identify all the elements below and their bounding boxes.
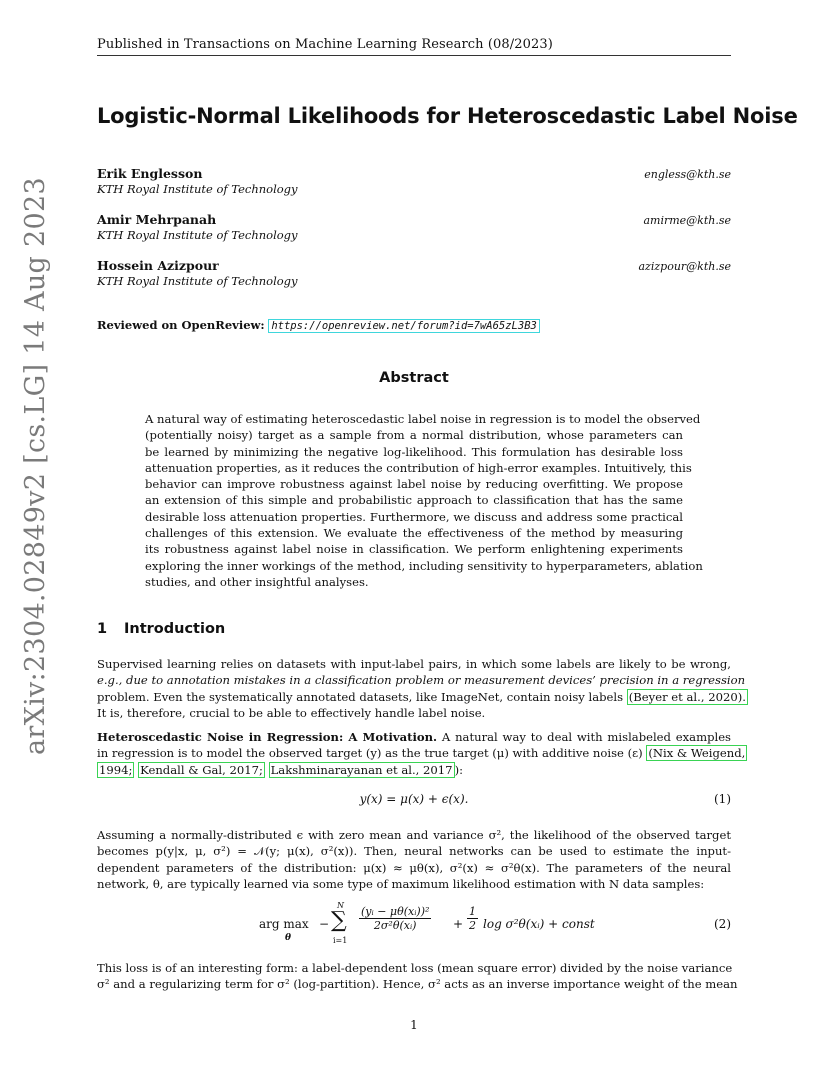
author-email: engless@kth.se: [644, 168, 731, 181]
plus-sign: +: [453, 917, 464, 931]
body-line: [97, 729, 731, 745]
intro-paragraph-2: [97, 729, 746, 778]
equation-2: [97, 903, 731, 947]
author-email: amirme@kth.se: [643, 214, 731, 227]
body-text: ):: [454, 762, 463, 777]
equation-tail: log σ²θ(xᵢ) + const: [483, 917, 595, 931]
author-name: Amir Mehrpanah: [97, 212, 217, 227]
body-line: network, θ, are typically learned via some type of maximum likelihood estimation with N data samples:: [97, 877, 705, 892]
paper-title: Logistic-Normal Likelihoods for Heteroscedastic Label Noise: [97, 104, 798, 128]
abstract-line: exploring the inner workings of the method, including sensitivity to hyperparameters, ablation: [145, 558, 703, 573]
body-line: [97, 762, 731, 778]
fraction-2: [467, 905, 478, 932]
header-rule: [97, 55, 731, 56]
fraction-denominator: 2: [469, 919, 476, 932]
equation-number: (2): [714, 917, 731, 931]
running-header: Published in Transactions on Machine Learning Research (08/2023): [97, 37, 553, 52]
fraction-denominator: 2σ²θ(xᵢ): [373, 919, 417, 932]
intro-paragraph-3: [97, 827, 731, 893]
abstract-text: [145, 411, 703, 590]
citation-link[interactable]: (Beyer et al., 2020).: [628, 689, 746, 704]
citation-link[interactable]: Lakshminarayanan et al., 2017: [270, 762, 453, 777]
author-affiliation: KTH Royal Institute of Technology: [97, 228, 298, 242]
body-line: [97, 672, 746, 688]
author-block-1: [97, 166, 731, 196]
body-line: This loss is of an interesting form: a label-dependent loss (mean square error) divided by the noise variance: [97, 961, 733, 975]
abstract-line: behavior can improve robustness against label noise by reducing overfitting. We propose: [145, 477, 683, 492]
abstract-line: its robustness against label noise in classification. We perform enlightening experiments: [145, 542, 683, 557]
intro-paragraph-4: [97, 960, 738, 993]
abstract-line: attenuation properties, as it reduces the contribution of high-error examples. Intuitively, this: [145, 460, 692, 475]
abstract-line: desirable loss attenuation properties. Furthermore, we discuss and address some practical: [145, 509, 683, 524]
arxiv-stamp: arXiv:2304.02849v2 [cs.LG] 14 Aug 2023: [20, 177, 51, 755]
abstract-line: A natural way of estimating heteroscedastic label noise in regression is to model the observed: [145, 412, 701, 426]
argmax-subscript: θ: [285, 933, 292, 943]
body-line: becomes p(y|x, μ, σ²) = 𝒩(y; μ(x), σ²(x)). Then, neural networks can be used to estimate the input-: [97, 844, 731, 859]
body-text: problem. Even the systematically annotated datasets, like ImageNet, contain noisy labels: [97, 689, 624, 704]
author-affiliation: KTH Royal Institute of Technology: [97, 274, 298, 288]
review-label: Reviewed on OpenReview:: [97, 318, 265, 332]
sum-symbol: ∑: [331, 908, 347, 933]
equation-body: y(x) = μ(x) + ϵ(x).: [359, 792, 469, 806]
author-affiliation: KTH Royal Institute of Technology: [97, 182, 298, 196]
abstract-line: studies, and other insightful analyses.: [145, 574, 369, 589]
equation-number: (1): [714, 792, 731, 806]
abstract-line: be learned by minimizing the negative log-likelihood. This formulation has desirable loss: [145, 444, 683, 459]
argmax-operator: arg max: [259, 917, 309, 931]
body-text: A natural way to deal with mislabeled examples: [441, 730, 732, 744]
author-email: azizpour@kth.se: [638, 260, 731, 273]
body-line: [97, 689, 746, 705]
intro-paragraph-1: [97, 656, 746, 722]
minus-sign: −: [319, 917, 330, 931]
section-number: 1: [97, 621, 108, 637]
equation-body: [259, 903, 679, 947]
body-text: e.g., due to annotation mistakes in a classification problem or measurement devices’ precision in a regression: [97, 673, 746, 688]
body-line: It is, therefore, crucial to be able to effectively handle label noise.: [97, 706, 486, 721]
body-line: σ² and a regularizing term for σ² (log-partition). Hence, σ² acts as an inverse importance weight of the mean: [97, 977, 738, 992]
author-name: Hossein Azizpour: [97, 258, 219, 273]
page-number: 1: [410, 1018, 418, 1032]
arxiv-stamp-area: [20, 177, 60, 755]
author-block-2: [97, 212, 731, 242]
body-line: [97, 745, 746, 761]
abstract-heading: Abstract: [379, 370, 449, 386]
body-line: Supervised learning relies on datasets with input-label pairs, in which some labels are likely to be wrong,: [97, 657, 731, 671]
review-line: [97, 318, 540, 332]
section-title: Introduction: [124, 621, 226, 637]
fraction-1: [359, 905, 431, 932]
section-heading: [97, 621, 225, 637]
equation-1: [97, 792, 731, 810]
fraction-numerator: 1: [469, 905, 476, 918]
paragraph-lead: Heteroscedastic Noise in Regression: A Motivation.: [97, 730, 438, 744]
fraction-numerator: (yᵢ − μθ(xᵢ))²: [361, 905, 430, 918]
abstract-line: (potentially noisy) target as a sample from a normal distribution, whose parameters can: [145, 428, 683, 443]
abstract-line: an extension of this simple and probabilistic approach to classification that has the same: [145, 493, 683, 508]
abstract-line: challenges of this extension. We evaluate the effectiveness of the method by measuring: [145, 526, 683, 541]
openreview-link[interactable]: https://openreview.net/forum?id=7wA65zL3B3: [268, 319, 540, 333]
sum-upper: N: [337, 901, 344, 910]
citation-link[interactable]: (Nix & Weigend,: [648, 746, 746, 761]
author-block-3: [97, 258, 731, 288]
body-line: Assuming a normally-distributed ϵ with zero mean and variance σ², the likelihood of the observed target: [97, 828, 731, 842]
body-line: dependent parameters of the distribution: μ(x) ≈ μθ(x), σ²(x) ≈ σ²θ(x). The parameters of the neural: [97, 860, 731, 875]
author-name: Erik Englesson: [97, 166, 203, 181]
body-text: in regression is to model the observed target (y) as the true target (μ) with additive noise (ε): [97, 746, 643, 761]
sum-lower: i=1: [333, 936, 348, 945]
citation-link[interactable]: 1994;: [99, 762, 133, 777]
citation-link[interactable]: Kendall & Gal, 2017;: [140, 762, 263, 777]
